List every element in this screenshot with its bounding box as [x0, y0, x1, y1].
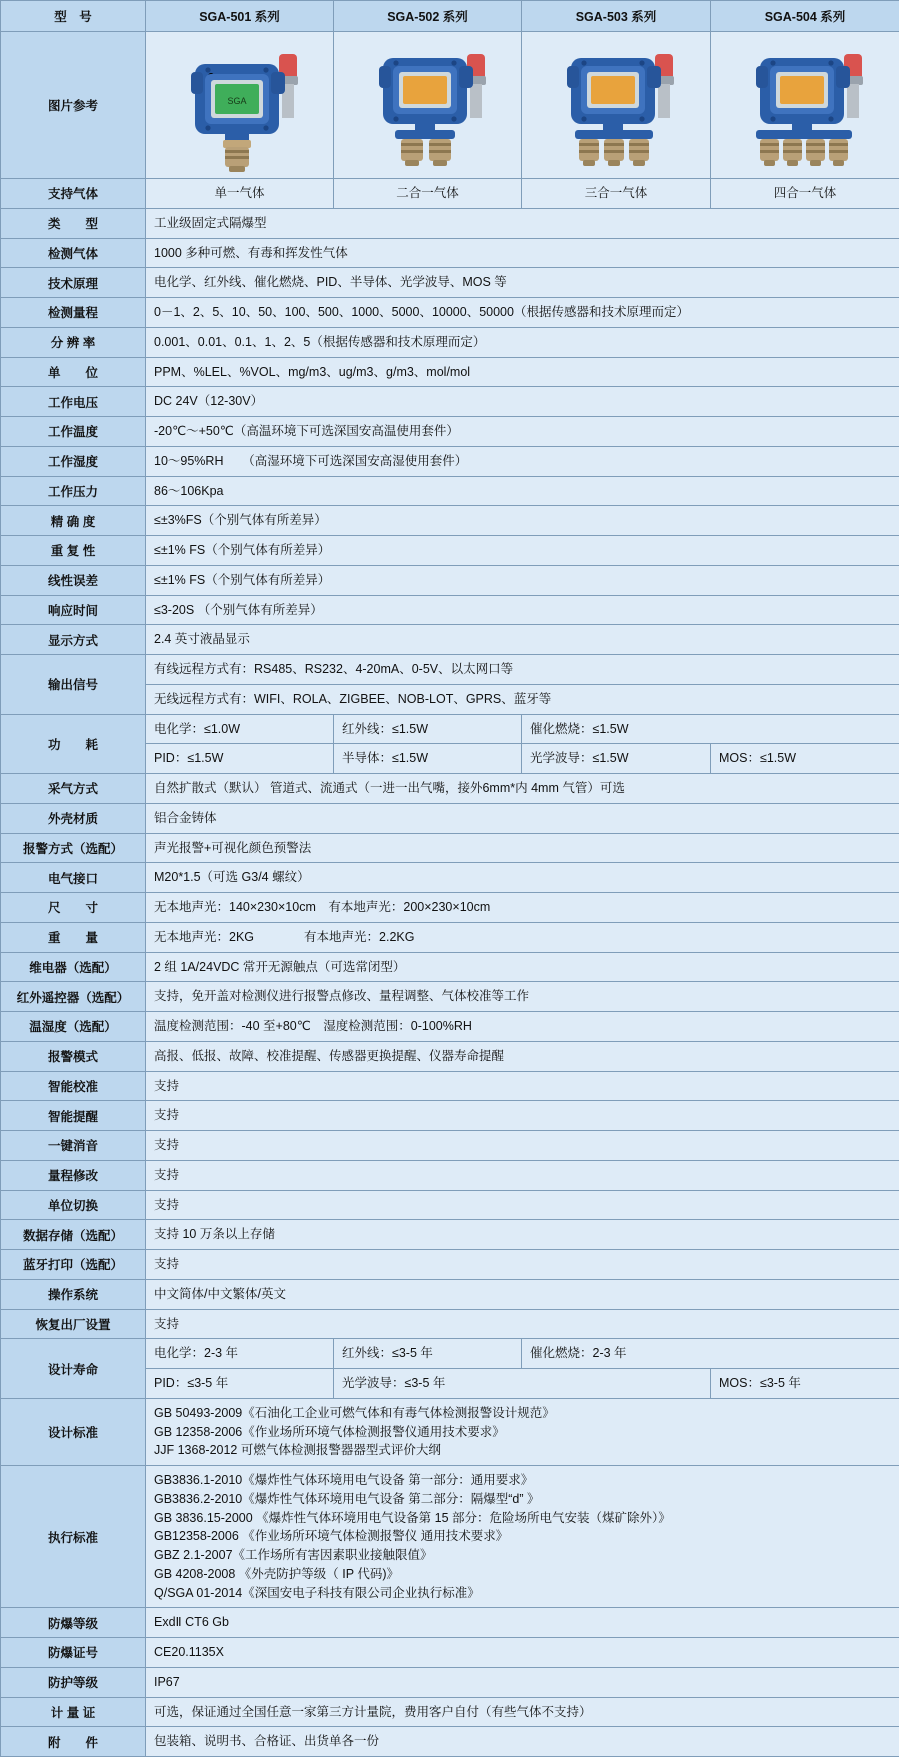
table-row [1, 298, 899, 328]
table-row [1, 803, 899, 833]
product-image-501 [146, 32, 334, 179]
table-row [1, 1250, 899, 1280]
design-life-row-1 [1, 1339, 899, 1369]
row-value: 无本地声光：2KG 有本地声光：2.2KG [146, 922, 899, 952]
table-row [1, 625, 899, 655]
row-value: 包装箱、说明书、合格证、出货单各一份 [146, 1727, 899, 1757]
row-label: 工作湿度 [1, 446, 146, 476]
exec-standard-line: GB3836.1-2010《爆炸性气体环境用电气设备 第一部分：通用要求》 [154, 1471, 891, 1490]
row-label: 蓝牙打印（选配） [1, 1250, 146, 1280]
table-row [1, 1012, 899, 1042]
exec-standard-line: GB3836.2-2010《爆炸性气体环境用电气设备 第二部分：隔爆型“d” 》 [154, 1490, 891, 1509]
row-value: 自然扩散式（默认） 管道式、流通式（一进一出气嘴，接外6mm*内 4mm 气管）可选 [146, 774, 899, 804]
table-row [1, 1220, 899, 1250]
row-label: 线性误差 [1, 565, 146, 595]
table-header-row [1, 1, 899, 32]
table-row [1, 1638, 899, 1668]
table-row [1, 1608, 899, 1638]
row-label-design-life: 设计寿命 [1, 1339, 146, 1399]
row-label-exec-standard: 执行标准 [1, 1466, 146, 1608]
table-row [1, 268, 899, 298]
life-infrared: 红外线：≤3-5 年 [334, 1339, 522, 1369]
product-image-502 [334, 32, 522, 179]
exec-standard-row [1, 1466, 899, 1608]
row-label: 红外遥控器（选配） [1, 982, 146, 1012]
table-row [1, 952, 899, 982]
row-label: 防爆等级 [1, 1608, 146, 1638]
row-label-output-signal: 输出信号 [1, 655, 146, 715]
product-image-504 [711, 32, 899, 179]
gas-support-504: 四合一气体 [711, 179, 899, 209]
gas-detector-icon-4 [711, 36, 899, 174]
row-value: 支持 [146, 1101, 899, 1131]
row-value: 中文简体/中文繁体/英文 [146, 1279, 899, 1309]
row-value: 工业级固定式隔爆型 [146, 208, 899, 238]
row-value: 支持 [146, 1131, 899, 1161]
table-row [1, 922, 899, 952]
power-electrochemical: 电化学：≤1.0W [146, 714, 334, 744]
image-reference-row [1, 32, 899, 179]
row-value: ≤3-20S （个别气体有所差异） [146, 595, 899, 625]
row-label: 电气接口 [1, 863, 146, 893]
power-semiconductor: 半导体：≤1.5W [334, 744, 522, 774]
table-row [1, 506, 899, 536]
header-model-1: SGA-501 系列 [146, 1, 334, 32]
row-label: 采气方式 [1, 774, 146, 804]
row-value: 0－1、2、5、10、50、100、500、1000、5000、10000、50000（根据传感器和技术原理而定） [146, 298, 899, 328]
row-label: 重 复 性 [1, 536, 146, 566]
design-standard-line: JJF 1368-2012 可燃气体检测报警器器型式评价大纲 [154, 1441, 891, 1460]
header-model-3: SGA-503 系列 [522, 1, 711, 32]
svg-text:SGA: SGA [227, 96, 246, 106]
row-label: 响应时间 [1, 595, 146, 625]
gas-detector-icon-3 [522, 36, 710, 174]
gas-detector-icon-1 [146, 36, 333, 174]
row-label: 单位切换 [1, 1190, 146, 1220]
row-label: 报警模式 [1, 1041, 146, 1071]
row-label: 检测量程 [1, 298, 146, 328]
row-value: DC 24V（12-30V） [146, 387, 899, 417]
power-row-1 [1, 714, 899, 744]
table-row [1, 327, 899, 357]
exec-standard-line: Q/SGA 01-2014《深国安电子科技有限公司企业执行标准》 [154, 1584, 891, 1603]
table-row [1, 1101, 899, 1131]
table-row [1, 833, 899, 863]
row-value: 可选，保证通过全国任意一家第三方计量院，费用客户自付（有些气体不支持） [146, 1697, 899, 1727]
table-row [1, 565, 899, 595]
gas-support-502: 二合一气体 [334, 179, 522, 209]
row-label: 精 确 度 [1, 506, 146, 536]
row-value: 支持 [146, 1160, 899, 1190]
row-label: 显示方式 [1, 625, 146, 655]
row-value: 温度检测范围：-40 至+80℃ 湿度检测范围：0-100%RH [146, 1012, 899, 1042]
row-value: 支持，免开盖对检测仪进行报警点修改、量程调整、气体校准等工作 [146, 982, 899, 1012]
table-row [1, 417, 899, 447]
row-value: 支持 [146, 1190, 899, 1220]
row-label: 智能提醒 [1, 1101, 146, 1131]
power-mos: MOS：≤1.5W [711, 744, 899, 774]
table-row [1, 536, 899, 566]
gas-support-row [1, 179, 899, 209]
row-value: ExdⅡ CT6 Gb [146, 1608, 899, 1638]
gas-support-503: 三合一气体 [522, 179, 711, 209]
row-value: 10～95%RH （高湿环境下可选深国安高湿使用套件） [146, 446, 899, 476]
row-label: 一键消音 [1, 1131, 146, 1161]
life-optical: 光学波导：≤3-5 年 [334, 1369, 711, 1399]
table-row [1, 1190, 899, 1220]
row-label-power: 功 耗 [1, 714, 146, 774]
table-row [1, 1131, 899, 1161]
exec-standard-line: GB 4208-2008 《外壳防护等级（ IP 代码)》 [154, 1565, 891, 1584]
table-row [1, 357, 899, 387]
table-row [1, 238, 899, 268]
row-value: 支持 [146, 1250, 899, 1280]
row-value: 支持 [146, 1309, 899, 1339]
table-row [1, 1041, 899, 1071]
row-value: IP67 [146, 1667, 899, 1697]
row-value: 1000 多种可燃、有毒和挥发性气体 [146, 238, 899, 268]
row-value: 声光报警+可视化颜色预警法 [146, 833, 899, 863]
row-label: 分 辨 率 [1, 327, 146, 357]
row-label-gas-support: 支持气体 [1, 179, 146, 209]
design-standard-cell [146, 1398, 899, 1465]
exec-standard-line: GB12358-2006 《作业场所环境气体检测报警仪 通用技术要求》 [154, 1527, 891, 1546]
row-label: 重 量 [1, 922, 146, 952]
header-model-4: SGA-504 系列 [711, 1, 899, 32]
row-value: M20*1.5（可选 G3/4 螺纹） [146, 863, 899, 893]
row-value: 电化学、红外线、催化燃烧、PID、半导体、光学波导、MOS 等 [146, 268, 899, 298]
table-row [1, 1667, 899, 1697]
product-image-503 [522, 32, 711, 179]
table-row [1, 1727, 899, 1757]
row-label: 计 量 证 [1, 1697, 146, 1727]
row-value: 2 组 1A/24VDC 常开无源触点（可选常闭型） [146, 952, 899, 982]
table-row [1, 476, 899, 506]
row-value: ≤±1% FS（个别气体有所差异） [146, 565, 899, 595]
header-model-2: SGA-502 系列 [334, 1, 522, 32]
exec-standard-line: GB 3836.15-2000 《爆炸性气体环境用电气设备第 15 部分：危险场所电气安装（煤矿除外）》 [154, 1509, 891, 1528]
row-value: CE20.1135X [146, 1638, 899, 1668]
row-label: 维电器（选配） [1, 952, 146, 982]
table-row [1, 446, 899, 476]
table-row [1, 1309, 899, 1339]
row-label-design-standard: 设计标准 [1, 1398, 146, 1465]
output-signal-row [1, 655, 899, 685]
row-label: 智能校准 [1, 1071, 146, 1101]
row-label: 温湿度（选配） [1, 1012, 146, 1042]
power-optical: 光学波导：≤1.5W [522, 744, 711, 774]
row-label: 报警方式（选配） [1, 833, 146, 863]
row-value: 0.001、0.01、0.1、1、2、5（根据传感器和技术原理而定） [146, 327, 899, 357]
exec-standard-line: GBZ 2.1-2007《工作场所有害因素职业接触限值》 [154, 1546, 891, 1565]
row-value: 无本地声光：140×230×10cm 有本地声光：200×230×10cm [146, 893, 899, 923]
power-pid: PID：≤1.5W [146, 744, 334, 774]
row-value: 86～106Kpa [146, 476, 899, 506]
power-infrared: 红外线：≤1.5W [334, 714, 522, 744]
table-row [1, 774, 899, 804]
row-value: ≤±3%FS（个别气体有所差异） [146, 506, 899, 536]
power-catalytic: 催化燃烧：≤1.5W [522, 714, 899, 744]
row-label: 外壳材质 [1, 803, 146, 833]
row-value: 支持 10 万条以上存储 [146, 1220, 899, 1250]
row-value: PPM、%LEL、%VOL、mg/m3、ug/m3、g/m3、mol/mol [146, 357, 899, 387]
table-row [1, 893, 899, 923]
row-label: 量程修改 [1, 1160, 146, 1190]
life-electrochemical: 电化学：2-3 年 [146, 1339, 334, 1369]
design-standard-row [1, 1398, 899, 1465]
gas-support-501: 单一气体 [146, 179, 334, 209]
row-value: 支持 [146, 1071, 899, 1101]
row-label: 数据存储（选配） [1, 1220, 146, 1250]
row-label: 工作压力 [1, 476, 146, 506]
row-label: 技术原理 [1, 268, 146, 298]
row-value: 高报、低报、故障、校准提醒、传感器更换提醒、仪器寿命提醒 [146, 1041, 899, 1071]
row-label: 防爆证号 [1, 1638, 146, 1668]
table-row [1, 1697, 899, 1727]
table-row [1, 387, 899, 417]
exec-standard-cell [146, 1466, 899, 1608]
life-pid: PID：≤3-5 年 [146, 1369, 334, 1399]
row-label: 防护等级 [1, 1667, 146, 1697]
table-row [1, 595, 899, 625]
row-label: 单 位 [1, 357, 146, 387]
life-catalytic: 催化燃烧：2-3 年 [522, 1339, 899, 1369]
table-row [1, 1160, 899, 1190]
table-row [1, 982, 899, 1012]
gas-detector-icon-2 [334, 36, 521, 174]
row-value: ≤±1% FS（个别气体有所差异） [146, 536, 899, 566]
life-mos: MOS：≤3-5 年 [711, 1369, 899, 1399]
row-label: 类 型 [1, 208, 146, 238]
header-label-model: 型 号 [1, 1, 146, 32]
output-signal-wireless: 无线远程方式有：WIFI、ROLA、ZIGBEE、NOB-LOT、GPRS、蓝牙等 [146, 684, 899, 714]
row-label: 工作温度 [1, 417, 146, 447]
row-label: 检测气体 [1, 238, 146, 268]
row-value: 铝合金铸体 [146, 803, 899, 833]
row-value: -20℃～+50℃（高温环境下可选深国安高温使用套件） [146, 417, 899, 447]
design-standard-line: GB 12358-2006《作业场所环境气体检测报警仪通用技术要求》 [154, 1423, 891, 1442]
row-label: 尺 寸 [1, 893, 146, 923]
table-row [1, 863, 899, 893]
row-label: 附 件 [1, 1727, 146, 1757]
row-label-image-reference: 图片参考 [1, 32, 146, 179]
row-label: 操作系统 [1, 1279, 146, 1309]
row-label: 工作电压 [1, 387, 146, 417]
table-row [1, 1071, 899, 1101]
table-row [1, 208, 899, 238]
table-row [1, 1279, 899, 1309]
row-value: 2.4 英寸液晶显示 [146, 625, 899, 655]
design-standard-line: GB 50493-2009《石油化工企业可燃气体和有毒气体检测报警设计规范》 [154, 1404, 891, 1423]
row-label: 恢复出厂设置 [1, 1309, 146, 1339]
output-signal-wired: 有线远程方式有：RS485、RS232、4-20mA、0-5V、以太网口等 [146, 655, 899, 685]
